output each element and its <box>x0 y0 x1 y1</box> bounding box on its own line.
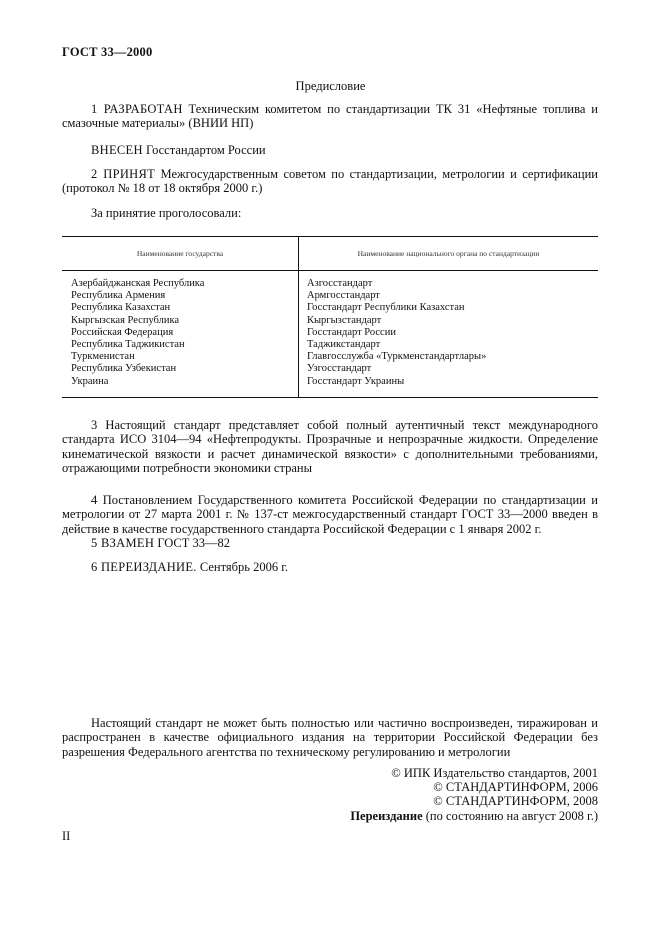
copyright-line: © СТАНДАРТИНФОРМ, 2006 <box>433 780 598 795</box>
table-row <box>62 351 598 363</box>
copyright-line: © СТАНДАРТИНФОРМ, 2008 <box>433 794 598 809</box>
item-1-keyword: 1 РАЗРАБОТАН <box>91 102 183 116</box>
item-4-text: 4 Постановлением Государственного комитета Российской Федерации по стандартизации и метрологии от 27 марта 2001 г. № 137-ст межгосударственный стандарт ГОСТ 33—2000 введен в действие в качестве государственного стандарта Российской Федерации с 1 января 2002 г. <box>62 493 598 536</box>
document-code: ГОСТ 33—2000 <box>62 45 153 59</box>
item-6-keyword: 6 ПЕРЕИЗДАНИЕ. <box>91 560 197 574</box>
voting-table <box>62 236 598 398</box>
reissue-line <box>350 809 598 823</box>
item-5-keyword: 5 ВЗАМЕН <box>91 536 155 550</box>
table-row <box>62 327 598 339</box>
table-header-state: Наименование государства <box>136 249 224 258</box>
table-row <box>62 290 598 302</box>
table-body <box>62 278 598 388</box>
item-introduced-text: Госстандартом России <box>142 143 266 157</box>
table-cell-body: Таджикстандарт <box>307 338 381 350</box>
table-cell-state: Республика Таджикистан <box>71 338 185 350</box>
item-1-text: Техническим комитетом по стандартизации ТК 31 «Нефтяные топлива и смазочные материалы» (ВНИИ НП) <box>62 102 599 131</box>
table-cell-body: Кыргызстандарт <box>307 314 382 326</box>
item-6-reissue <box>62 560 598 574</box>
table-cell-body: Армгосстандарт <box>307 290 380 302</box>
table-row <box>62 339 598 351</box>
table-row <box>62 376 598 388</box>
reissue-date: (по состоянию на август 2008 г.) <box>422 808 598 823</box>
table-cell-state: Республика Армения <box>71 290 166 302</box>
item-2-text: Межгосударственным советом по стандартизации, метрологии и сертификации (протокол № 18 от 18 октября 2000 г.) <box>62 167 598 196</box>
item-introduced <box>62 143 598 157</box>
item-3-text: 3 Настоящий стандарт представляет собой полный аутентичный текст международного стандарта ИСО 3104—94 «Нефтепродукты. Прозрачные и непрозрачные жидкости. Определение кинематической вязкости и расчет динамической вязкости» с дополнительными требованиями, отражающими потребности экономики страны <box>62 418 598 476</box>
reproduction-notice: Настоящий стандарт не может быть полностью или частично воспроизведен, тиражирован и распространен в качестве официального издания на территории Российской Федерации без разрешения Федерального агентства по техническому регулированию и метрологии <box>62 716 598 759</box>
page-number: II <box>62 829 71 843</box>
table-cell-body: Узгосстандарт <box>307 363 372 375</box>
table-cell-state: Республика Узбекистан <box>71 363 177 375</box>
table-cell-body: Азгосстандарт <box>307 278 373 289</box>
item-6-text: Сентябрь 2006 г. <box>196 560 289 574</box>
table-row <box>62 302 598 314</box>
voted-for-label: За принятие проголосовали: <box>91 206 242 220</box>
table-cell-state: Российская Федерация <box>71 326 174 338</box>
table-row <box>62 278 598 290</box>
table-cell-state: Украина <box>71 375 109 387</box>
table-cell-state: Азербайджанская Республика <box>71 278 205 289</box>
item-5-text: ГОСТ 33—82 <box>154 536 231 550</box>
item-introduced-keyword: ВНЕСЕН <box>91 143 143 157</box>
section-title: Предисловие <box>295 79 366 93</box>
item-2-keyword: 2 ПРИНЯТ <box>91 167 156 181</box>
table-cell-state: Туркменистан <box>71 351 135 363</box>
table-cell-body: Госстандарт Республики Казахстан <box>307 302 465 314</box>
table-cell-state: Кыргызская Республика <box>71 314 180 326</box>
reissue-label: Переиздание <box>350 808 423 823</box>
item-2-adopted <box>62 167 598 196</box>
table-row <box>62 363 598 375</box>
table-row <box>62 315 598 327</box>
copyright-line: © ИПК Издательство стандартов, 2001 <box>391 766 598 780</box>
table-cell-state: Республика Казахстан <box>71 302 171 314</box>
table-header <box>62 237 598 271</box>
table-cell-body: Госстандарт Украины <box>307 375 405 387</box>
table-cell-body: Главгосслужба «Туркменстандартлары» <box>307 351 487 363</box>
copyright-block <box>350 766 598 823</box>
item-1-developed <box>62 102 598 131</box>
item-5-replaces <box>62 536 598 550</box>
table-header-standards-body: Наименование национального органа по стандартизации <box>357 249 540 258</box>
table-cell-body: Госстандарт России <box>307 326 396 338</box>
